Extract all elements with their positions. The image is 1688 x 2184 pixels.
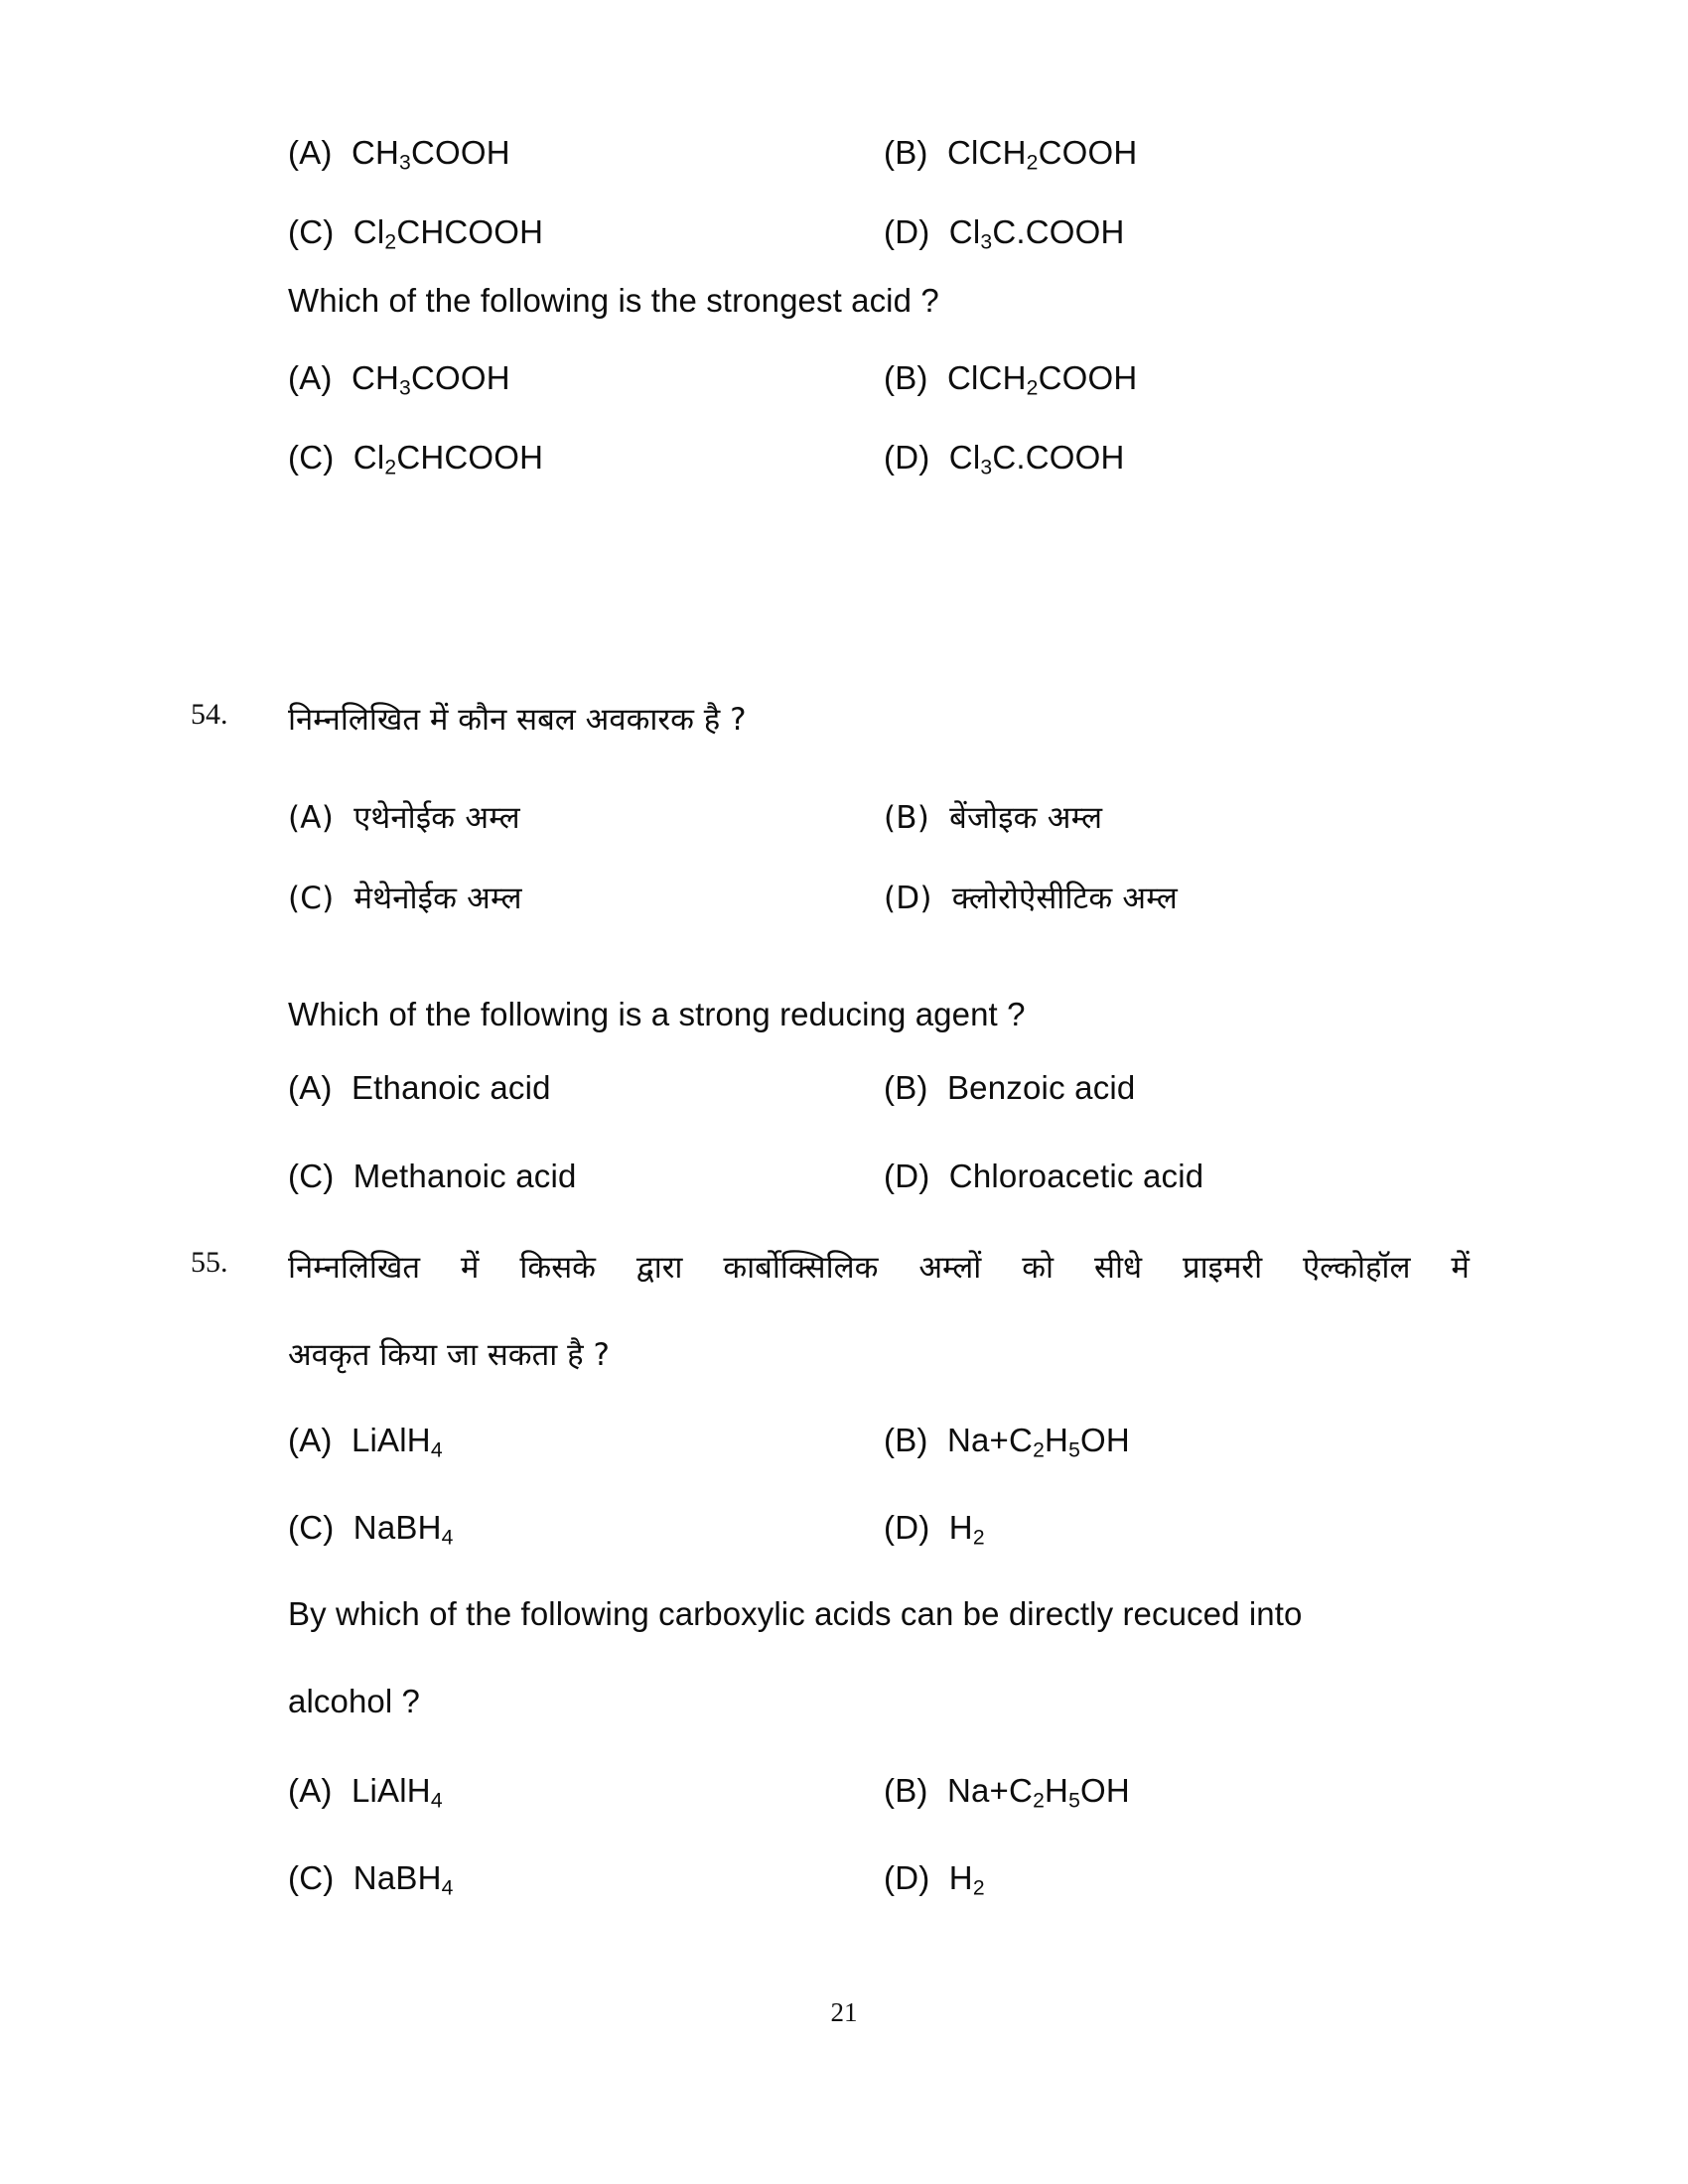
option-c-q55-hi	[288, 1509, 454, 1550]
option-label: (C)	[288, 213, 335, 250]
option-d-q53-hi	[884, 213, 1125, 254]
option-text: क्लोरोऐसीटिक अम्ल	[951, 881, 1178, 916]
option-b-q55-en	[884, 1772, 1130, 1813]
option-label: (B)	[884, 800, 930, 836]
option-text: Benzoic acid	[946, 1069, 1136, 1106]
option-d-q55-hi	[884, 1509, 985, 1550]
option-text: Methanoic acid	[352, 1158, 577, 1194]
option-a-q54-hi	[288, 796, 520, 838]
q55-stem-word: में	[460, 1250, 480, 1286]
q53-stem-english: Which of the following is the strongest acid ?	[288, 282, 939, 319]
option-d-q53-en	[884, 439, 1125, 477]
option-text-formula: $H_2$	[948, 1859, 985, 1900]
option-text-formula: $Cl_2CHCOOH$	[352, 439, 544, 479]
option-a-q53-en	[288, 359, 510, 400]
option-d-q54-en	[884, 1158, 1203, 1195]
option-label: (C)	[288, 1509, 335, 1546]
page-number: 21	[830, 1997, 858, 2027]
option-text: बेंजोइक अम्ल	[949, 800, 1103, 836]
option-label: (A)	[288, 1069, 333, 1106]
option-a-q55-en	[288, 1772, 443, 1813]
option-c-q54-hi	[288, 877, 522, 918]
option-text: एथेनोईक अम्ल	[353, 800, 520, 836]
option-text-formula: $CH_3COOH$	[351, 359, 510, 400]
option-d-q54-hi	[884, 877, 1178, 918]
option-label: (B)	[884, 1772, 928, 1809]
q55-stem-word: निम्नलिखित	[288, 1250, 420, 1286]
q55-number: 55.	[191, 1246, 228, 1279]
q55-stem-word: किसके	[519, 1250, 596, 1286]
option-text-formula: LiAlH$_4$	[351, 1772, 443, 1813]
option-label: (B)	[884, 1069, 928, 1106]
option-label: (A)	[288, 800, 334, 836]
q55-stem-word: सीधे	[1094, 1250, 1143, 1286]
option-a-q53-hi	[288, 134, 510, 175]
q55-stem-word: को	[1022, 1250, 1055, 1286]
option-text: Chloroacetic acid	[948, 1158, 1204, 1194]
option-text-formula: NaBH$_4$	[352, 1859, 454, 1900]
q55-stem-word: में	[1451, 1250, 1470, 1286]
q55-stem-word: ऐल्कोहॉल	[1303, 1250, 1411, 1286]
option-label: (D)	[884, 439, 930, 476]
option-text-formula: $Cl_2CHCOOH$	[352, 213, 544, 254]
option-c-q55-en	[288, 1859, 454, 1900]
option-b-q55-hi	[884, 1422, 1130, 1462]
option-text: Ethanoic acid	[351, 1069, 551, 1106]
option-text-formula: $CH_3COOH$	[351, 134, 510, 175]
option-c-q53-hi	[288, 213, 544, 254]
option-c-q54-en	[288, 1158, 577, 1195]
q54-stem-hindi: निम्नलिखित में कौन सबल अवकारक है ?	[288, 702, 747, 738]
option-b-q54-hi	[884, 796, 1102, 838]
q54-stem-english: Which of the following is a strong reducing agent ?	[288, 996, 1026, 1032]
option-label: (D)	[884, 1158, 930, 1194]
option-label: (D)	[884, 213, 930, 250]
option-text: मेथेनोईक अम्ल	[353, 881, 522, 916]
q55-stem-hindi-line-1	[288, 1246, 1470, 1288]
option-a-q54-en	[288, 1069, 551, 1107]
option-text-formula: $H_2$	[948, 1509, 985, 1550]
option-label: (C)	[288, 881, 335, 916]
q55-stem-word: प्राइमरी	[1182, 1250, 1263, 1286]
q55-stem-word: कार्बोक्सिलिक	[723, 1250, 879, 1286]
q55-stem-english-line-2: alcohol ?	[288, 1683, 420, 1719]
option-text-formula: ClCH$_2$COOH	[946, 359, 1138, 400]
option-text-formula: $Na+C_2H_5OH$	[946, 1422, 1130, 1462]
option-a-q55-hi	[288, 1422, 443, 1462]
q55-stem-hindi-line-2: अवकृत किया जा सकता है ?	[288, 1337, 610, 1373]
option-label: (C)	[288, 439, 335, 476]
option-text-formula: NaBH$_4$	[352, 1509, 454, 1550]
option-b-q53-hi	[884, 134, 1138, 175]
option-label: (B)	[884, 1422, 928, 1458]
option-label: (C)	[288, 1859, 335, 1896]
option-c-q53-en	[288, 439, 543, 477]
option-label: (A)	[288, 1422, 333, 1458]
q54-number: 54.	[191, 698, 228, 731]
option-label: (D)	[884, 881, 932, 916]
option-label: (A)	[288, 1772, 333, 1809]
option-label: (D)	[884, 1509, 930, 1546]
option-text-formula: LiAlH$_4$	[351, 1422, 443, 1462]
q55-stem-word: अम्लों	[918, 1250, 982, 1286]
option-b-q54-en	[884, 1069, 1135, 1107]
option-d-q55-en	[884, 1859, 985, 1900]
q55-stem-english-line-1: By which of the following carboxylic acids can be directly recuced into	[288, 1595, 1303, 1632]
option-text-formula: $Na+C_2H_5OH$	[946, 1772, 1130, 1813]
option-label: (A)	[288, 134, 333, 171]
option-text-formula: ClCH$_2$COOH	[946, 134, 1138, 175]
option-label: (D)	[884, 1859, 930, 1896]
option-label: (B)	[884, 359, 928, 396]
option-label: (B)	[884, 134, 928, 171]
option-text-formula: $Cl_3C.COOH$	[948, 439, 1125, 479]
option-text-formula: $Cl_3C.COOH$	[948, 213, 1125, 254]
option-label: (A)	[288, 359, 333, 396]
option-label: (C)	[288, 1158, 335, 1194]
option-b-q53-en	[884, 359, 1138, 400]
q55-stem-word: द्वारा	[635, 1250, 683, 1286]
